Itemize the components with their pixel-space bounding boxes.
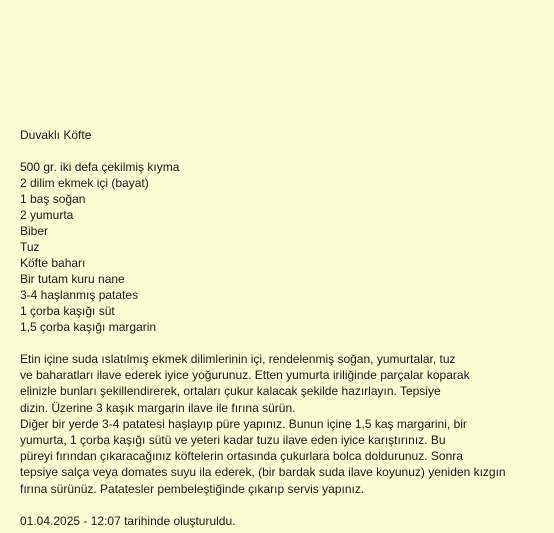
instruction-line: dizin. Üzerine 3 kaşık margarin ilave ile fırına sürün.	[20, 400, 296, 415]
ingredient-item: Köfte baharı	[20, 256, 86, 270]
ingredient-list	[20, 159, 540, 335]
ingredient-item: 1 baş soğan	[20, 192, 86, 206]
ingredient-item: Biber	[20, 224, 49, 238]
instructions-paragraph	[20, 351, 540, 497]
instruction-line: püreyi fırından çıkaracağınız köftelerin ortasında çukurlara bolca doldurunuz. Sonra	[20, 449, 463, 464]
instruction-line: fırına sürünüz. Patatesler pembeleştiğinde çıkarıp servis yapınız.	[20, 481, 365, 496]
created-timestamp: 01.04.2025 - 12:07 tarihinde oluşturuldu.	[20, 513, 236, 528]
ingredient-item: 2 yumurta	[20, 208, 74, 222]
instruction-line: Diğer bir yerde 3-4 patatesi haşlayıp püre yapınız. Bunun içine 1,5 kaş margarini, bir	[20, 416, 467, 431]
instruction-line: elinizle bunları şekillendirerek, ortaları çukur kalacak şekilde hazırlayın. Tepsiye	[20, 384, 441, 399]
instruction-line: ve baharatları ilave ederek iyice yoğurunuz. Etten yumurta iriliğinde parçalar koparak	[20, 368, 470, 383]
ingredient-item: 1 çorba kaşığı süt	[20, 304, 115, 318]
instruction-line: Etin içine suda ıslatılmış ekmek dilimlerinin içi, rendelenmiş soğan, yumurtalar, tuz	[20, 352, 456, 366]
recipe-title: Duvaklı Köfte	[20, 128, 92, 142]
ingredient-item: Tuz	[20, 240, 40, 254]
ingredient-item: 2 dilim ekmek içi (bayat)	[20, 176, 149, 190]
ingredient-item: Bir tutam kuru nane	[20, 272, 125, 286]
ingredient-item: 500 gr. iki defa çekilmiş kıyma	[20, 160, 180, 174]
ingredient-item: 1,5 çorba kaşığı margarin	[20, 320, 157, 334]
recipe-document	[20, 127, 540, 529]
instruction-line: tepsiye salça veya domates suyu ila ederek, (bir bardak suda ilave koyunuz) yeniden kızgın	[20, 465, 506, 480]
instruction-line: yumurta, 1 çorba kaşığı sütü ve yeteri kadar tuzu ilave eden iyice karıştırınız. Bu	[20, 433, 446, 448]
ingredient-item: 3-4 haşlanmış patates	[20, 288, 139, 302]
